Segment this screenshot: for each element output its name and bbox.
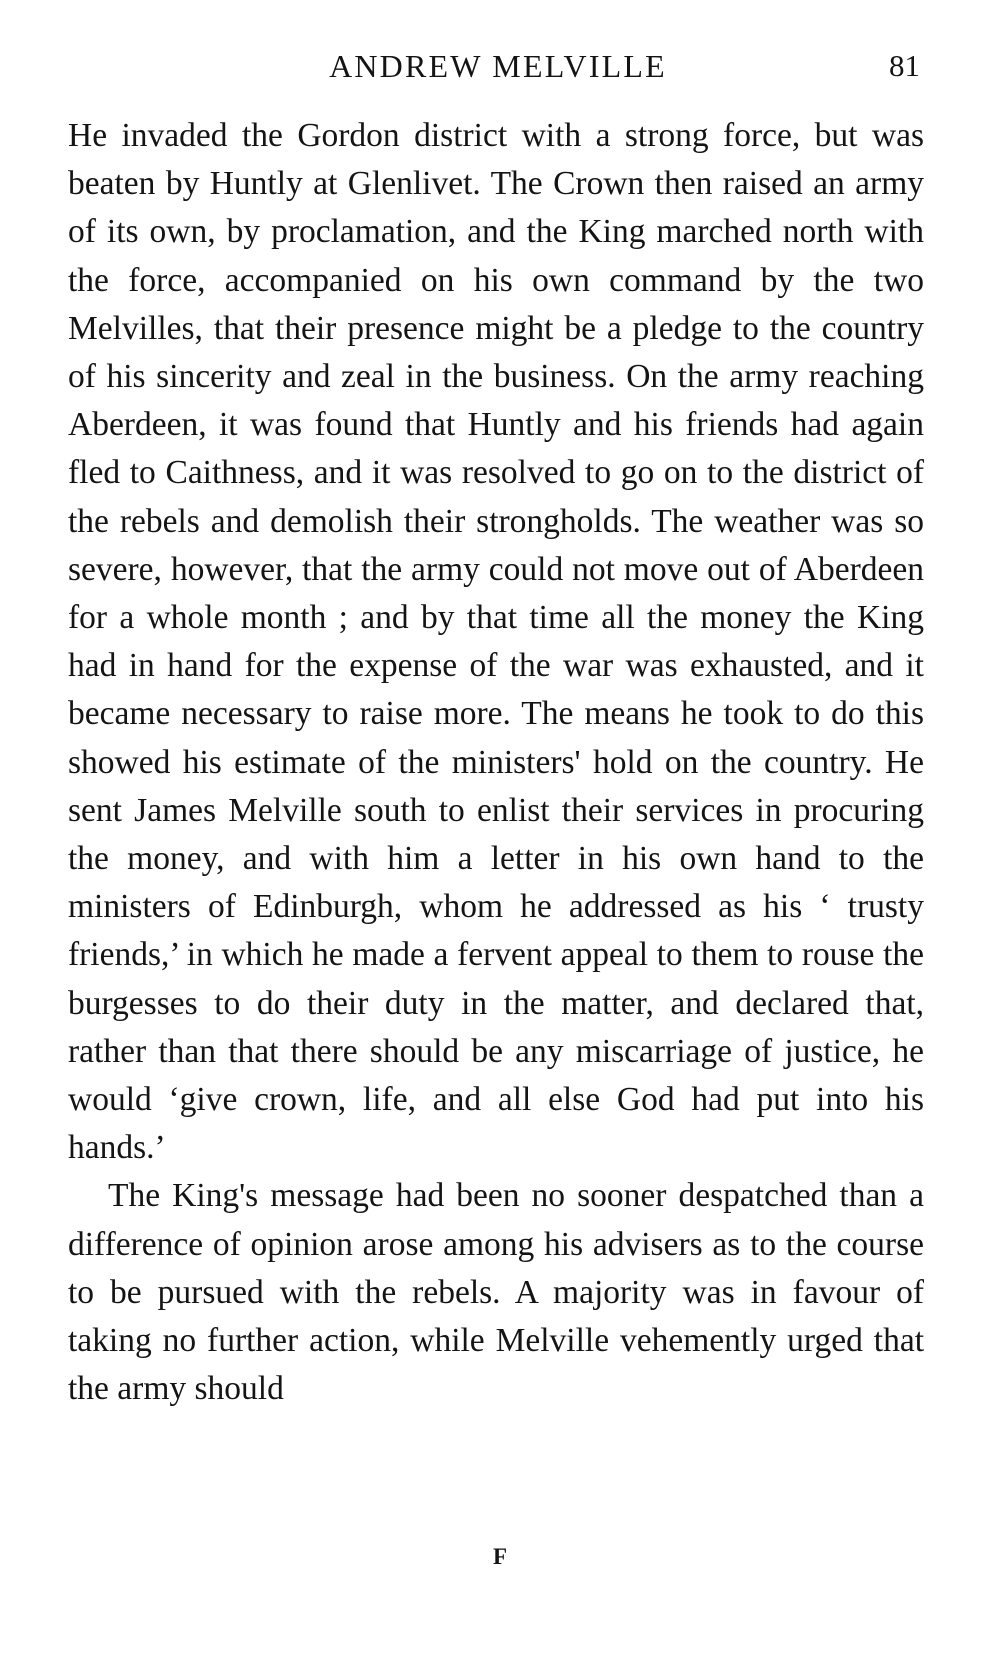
- paragraph: He invaded the Gordon district with a strong force, but was beaten by Huntly at Glenlivet. The Crown then raised an army of its own, by proclamation, and the King marched north with the force, accompanied on his own command by the two Melvilles, that their presence might be a pledge to the country of his sincerity and zeal in the business. On the army reaching Aberdeen, it was found that Huntly and his friends had again fled to Caithness, and it was resolved to go on to the district of the rebels and demolish their strongholds. The weather was so severe, however, that the army could not move out of Aberdeen for a whole month ; and by that time all the money the King had in hand for the expense of the war was exhausted, and it became necessary to raise more. The means he took to do this showed his estimate of the ministers' hold on the country. He sent James Melville south to enlist their services in procuring the money, and with him a letter in his own hand to the ministers of Edinburgh, whom he addressed as his ‘ trusty friends,’ in which he made a fervent appeal to them to rouse the burgesses to do their duty in the matter, and declared that, rather than that there should be any miscarriage of justice, he would ‘give crown, life, and all else God had put into his hands.’: [68, 117, 924, 1167]
- running-head: [68, 44, 928, 88]
- page-number: 81: [889, 48, 920, 83]
- running-title: ANDREW MELVILLE: [329, 48, 667, 84]
- paragraph: The King's message had been no sooner despatched than a difference of opinion arose among his advisers as to the course to be pursued with the rebels. A majority was in favour of taking no further action, while Melville vehemently urged that the army should: [68, 1177, 924, 1408]
- body-text: [68, 112, 924, 1413]
- signature-mark: F: [492, 1544, 508, 1569]
